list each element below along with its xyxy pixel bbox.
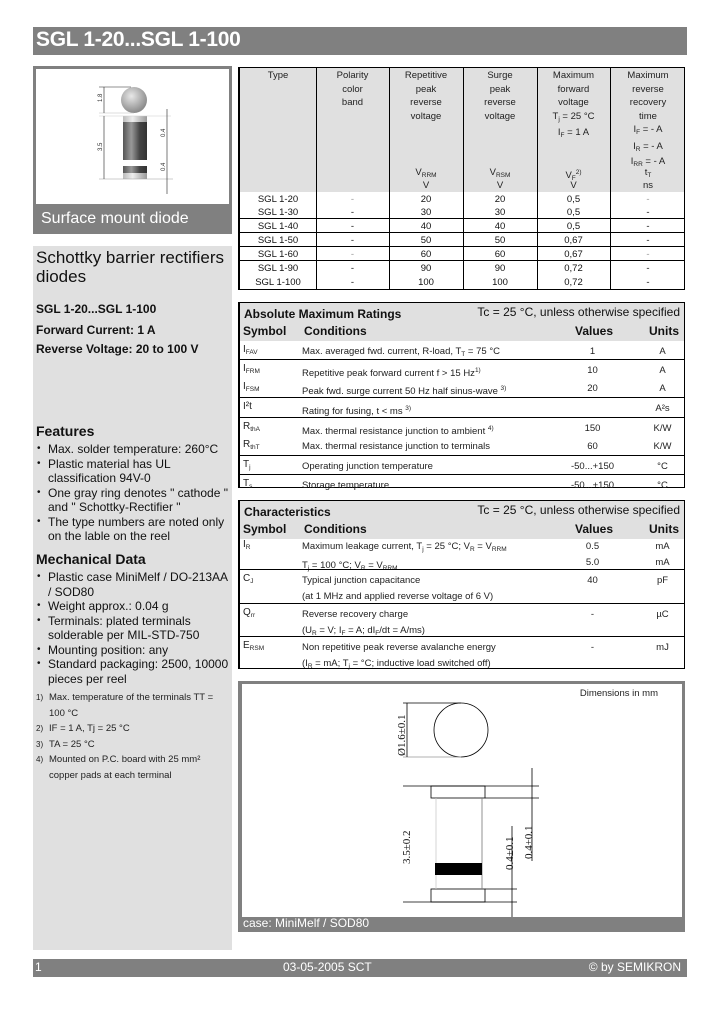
features-list <box>36 442 231 544</box>
ratings-row: $T_s$ Storage temperature -50...+150 °C <box>240 474 684 493</box>
svg-text:Ø1.6±0.1: Ø1.6±0.1 <box>396 714 408 756</box>
case-caption: case: MiniMelf / SOD80 <box>243 916 370 930</box>
mechanical-list <box>36 570 231 686</box>
features-heading: Features <box>36 423 95 439</box>
svg-text:1.8: 1.8 <box>98 93 104 102</box>
reverse-voltage: Reverse Voltage: 20 to 100 V <box>36 342 199 356</box>
characteristics-title: Characteristics <box>244 505 331 519</box>
footnote: 4) Mounted on P.C. board with 25 mm² copper pads at each terminal <box>36 754 201 781</box>
characteristics-row: $I_R$ Maximum leakage current, $T_j = 25$ °C; $V_R = V_{RRM}$ $T_j = 100$ °C; $V_R = V_{RRM}$ 0.5 5.0 mA mA <box>243 539 670 572</box>
characteristics-condition: Tc = 25 °C, unless otherwise specified <box>477 503 680 517</box>
diode-illustration-icon <box>36 69 229 204</box>
col-vrrm: Repetitive peak reverse voltage $V_{RRM}$ V <box>404 70 448 191</box>
type-table <box>238 67 685 290</box>
ratings-condition: Tc = 25 °C, unless otherwise specified <box>477 305 680 319</box>
product-heading: Schottky barrier rectifiers diodes <box>36 248 224 286</box>
table-row: SGL 1-60 - 60 60 0,67 - <box>240 248 684 261</box>
svg-text:3.5: 3.5 <box>98 142 104 151</box>
product-range: SGL 1-20...SGL 1-100 <box>36 302 157 316</box>
ratings-title: Absolute Maximum Ratings <box>244 307 402 321</box>
mechanical-item: • Mounting position: any <box>36 643 231 658</box>
footnote: 2) IF = 1 A, Tj = 25 °C <box>36 723 130 734</box>
product-info-panel <box>33 246 232 950</box>
footnote: 3) TA = 25 °C <box>36 738 95 750</box>
characteristics-row: $Q_{rr}$ Reverse recovery charge ($U_R = V$; $I_F = A$; $dI_F/dt = A/ms$) - µC <box>240 603 684 636</box>
ratings-row: $R_{thA}$ Max. thermal resistance junction to ambient $^{4)}$ 150 K/W <box>240 417 684 436</box>
footer-date: 03-05-2005 SCT <box>283 960 372 974</box>
svg-text:0.4: 0.4 <box>161 162 167 171</box>
characteristics-header: Characteristics Tc = 25 °C, unless otherwise specified Symbol Conditions Values Units <box>240 501 684 539</box>
col-polarity: Polarity color band <box>336 70 369 109</box>
dimension-drawing <box>242 684 682 917</box>
package-outline-icon <box>242 684 682 917</box>
ratings-row: $I_{FRM}$ Repetitive peak forward current f > 15 Hz$^{1)}$ 10 A <box>240 359 684 378</box>
footer-copyright: © by SEMIKRON <box>588 960 681 974</box>
table-row: SGL 1-30 - 30 30 0,5 - <box>240 206 684 219</box>
dimension-drawing-box <box>238 681 685 932</box>
document-title: SGL 1-20...SGL 1-100 <box>36 28 241 51</box>
page-number: 1 <box>35 960 42 974</box>
dimensions-note: Dimensions in mm <box>579 688 658 699</box>
mechanical-heading: Mechanical Data <box>36 551 146 567</box>
absolute-maximum-ratings-table <box>238 302 685 491</box>
col-type: Type <box>267 70 289 81</box>
ratings-row: I²t Rating for fusing, t < ms $^{3)}$ A²s <box>240 397 684 417</box>
col-vrsm: Surge peak reverse voltage $V_{RSM}$ V <box>484 70 516 191</box>
svg-text:0.4±0.1: 0.4±0.1 <box>523 825 535 859</box>
page-footer <box>33 959 687 977</box>
col-vf: Maximum forward voltage $T_j = 25$ °C $I_F = 1$ A $V_F^{2)}$ V <box>552 70 595 191</box>
ratings-row: $I_{FSM}$ Peak fwd. surge current 50 Hz half sinus-wave $^{3)}$ 20 A <box>243 381 666 397</box>
svg-text:0.4: 0.4 <box>161 128 167 137</box>
ratings-header: Absolute Maximum Ratings Tc = 25 °C, unless otherwise specified Symbol Conditions Values Units <box>240 303 684 341</box>
title-bar <box>33 27 687 55</box>
table-row: SGL 1-100 - 100 100 0,72 - <box>255 277 650 288</box>
ratings-row: $I_{FAV}$ Max. averaged fwd. current, R-load, $T_T = 75$ °C 1 A <box>243 344 666 358</box>
feature-item: • Plastic material has UL classification 94V-0 <box>36 457 231 486</box>
table-row: SGL 1-40 - 40 40 0,5 - <box>240 220 684 233</box>
footnotes <box>36 690 231 783</box>
table-row: SGL 1-90 - 90 90 0,72 - <box>257 263 650 274</box>
feature-item: • Max. solder temperature: 260°C <box>36 442 231 457</box>
forward-current: Forward Current: 1 A <box>36 323 156 337</box>
product-picture-box <box>33 66 232 234</box>
mechanical-item: • Plastic case MiniMelf / DO-213AA / SOD80 <box>36 570 231 599</box>
characteristics-row: $C_J$ Typical junction capacitance (at 1 MHz and applied reverse voltage of 6 V) 40 pF <box>240 569 684 603</box>
ratings-row: $R_{thT}$ Max. thermal resistance junction to terminals 60 K/W <box>243 439 672 452</box>
table-row: SGL 1-20 - 20 20 0,5 - <box>257 194 650 205</box>
characteristics-row: $E_{RSM}$ Non repetitive peak reverse avalanche energy ($I_R$ = mA; $T_j = ^\circ C$; inductive load switched off) - mJ <box>240 636 684 669</box>
feature-item: • The type numbers are noted only on the lable on the reel <box>36 515 231 544</box>
svg-text:0.4±0.1: 0.4±0.1 <box>504 836 516 870</box>
picture-caption: Surface mount diode <box>41 210 189 227</box>
product-picture <box>36 69 229 204</box>
mechanical-item: • Weight approx.: 0.04 g <box>36 599 231 614</box>
table-row: SGL 1-50 - 50 50 0,67 - <box>240 234 684 247</box>
ratings-row: $T_j$ Operating junction temperature -50...+150 °C <box>240 455 684 474</box>
col-trr: Maximum reverse recovery time $I_F$ = - A $I_R$ = - A $I_{RR}$ = - A $t_T$ ns <box>627 70 669 191</box>
type-table-header <box>240 68 684 192</box>
mechanical-item: • Terminals: plated terminals solderable per MIL-STD-750 <box>36 614 231 643</box>
feature-item: • One gray ring denotes " cathode " and " Schottky-Rectifier " <box>36 486 231 515</box>
mechanical-item: • Standard packaging: 2500, 10000 pieces per reel <box>36 657 231 686</box>
footnote: 1) Max. temperature of the terminals TT = 100 °C <box>36 692 214 719</box>
svg-text:3.5±0.2: 3.5±0.2 <box>401 830 413 864</box>
characteristics-table <box>238 500 685 669</box>
